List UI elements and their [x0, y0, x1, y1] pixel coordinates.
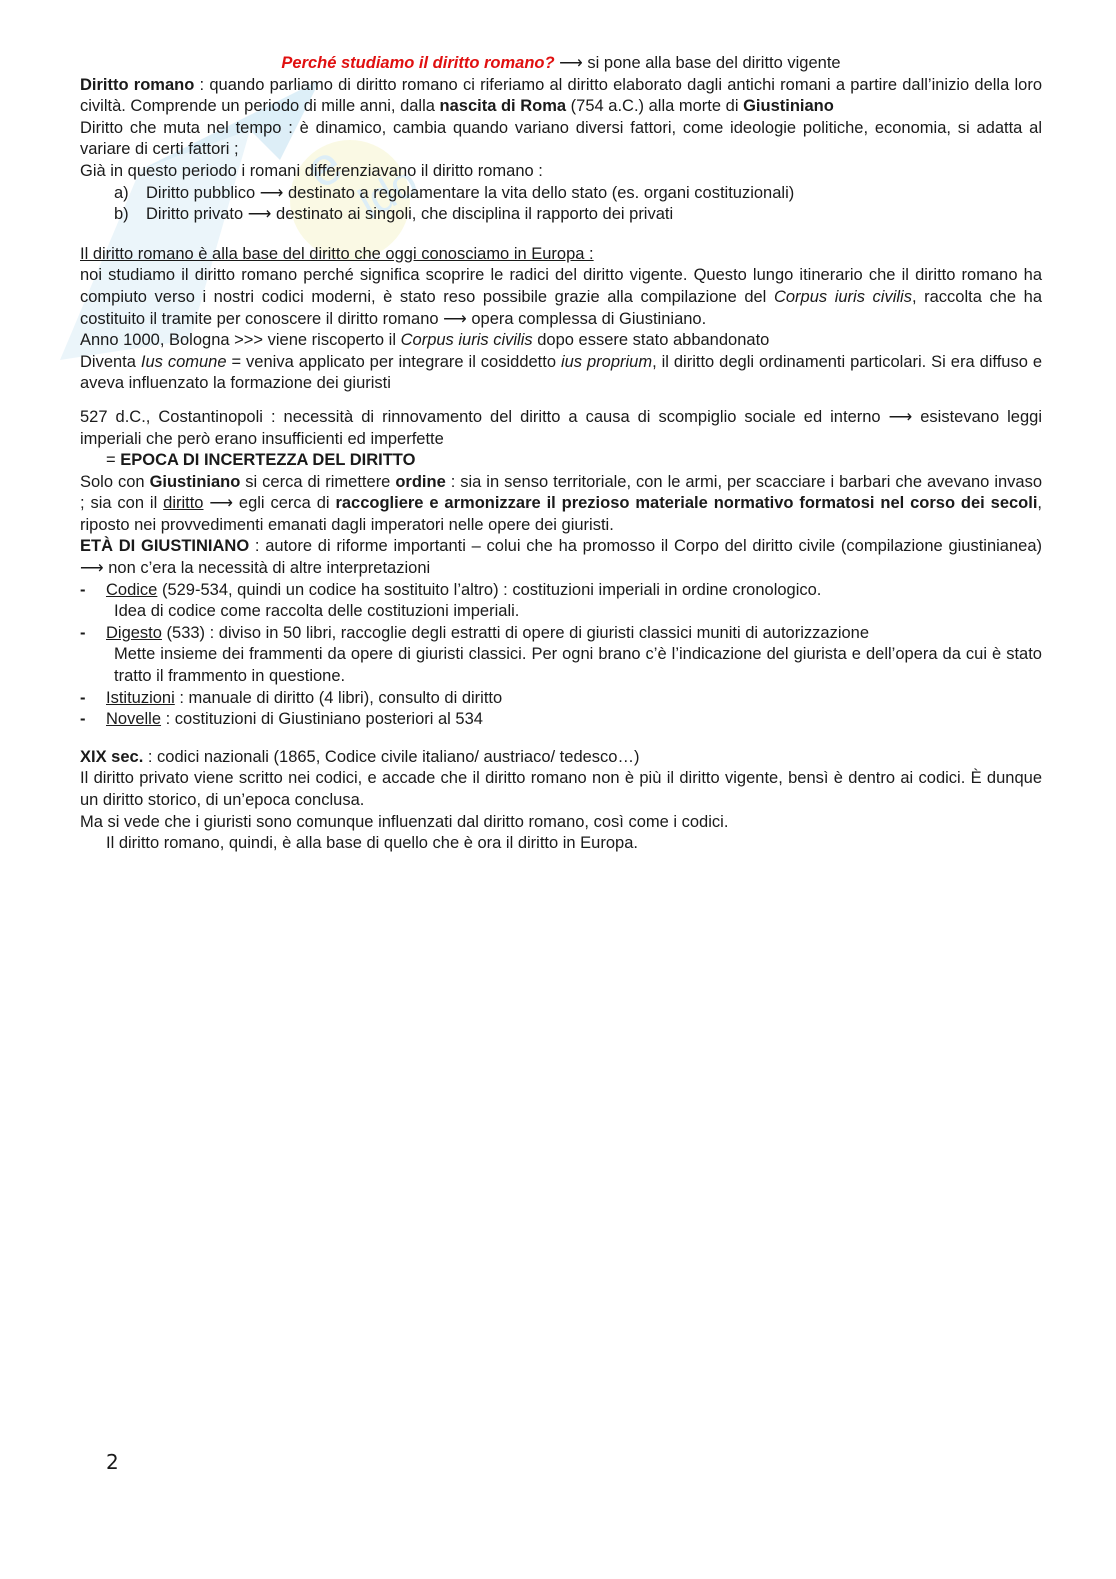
document-heading	[80, 53, 1042, 75]
ius-comune-paragraph	[80, 352, 1042, 395]
giustiniano-paragraph	[80, 472, 1042, 537]
xix-paragraph	[80, 747, 1042, 769]
xix-text: : codici nazionali (1865, Codice civile italiano/ austriaco/ tedesco…)	[143, 747, 640, 766]
codice-term: Codice	[106, 580, 158, 599]
istituzioni-term: Istituzioni	[106, 688, 175, 707]
digesto-text: (533) : diviso in 50 libri, raccoglie degli estratti di opere di giuristi classici muniti di autorizzazione	[161, 623, 870, 642]
codici-paragraph: Il diritto privato viene scritto nei codici, e accade che il diritto romano non è più il diritto vigente, bensì è dentro ai codici. È dunque un diritto storico, di un’epoca conclusa.	[80, 769, 1042, 809]
intro-text-1: : quando parliamo di diritto romano ci riferiamo al diritto elaborato dagli antichi romani a partire dall’inizio della loro civiltà. Comprende un periodo di mille anni, dalla	[80, 75, 1042, 116]
dash-marker: -	[80, 710, 86, 729]
radici-text-2: , raccolta che ha costituito il tramite per conoscere il diritto romano ⟶ opera complessa di Giustiniano.	[80, 287, 1042, 328]
giust-text-5: , riposto nei provvedimenti emanati dagli imperatori nelle opere dei giuristi.	[80, 494, 1043, 534]
differenziavano-paragraph: Già in questo periodo i romani differenziavano il diritto romano :	[80, 161, 543, 180]
term-diritto-romano: Diritto romano	[80, 75, 195, 94]
codice-note: Idea di codice come raccolta delle costituzioni imperiali.	[114, 602, 520, 621]
ius-text-3: , il diritto degli ordinamenti particolari. Si era diffuso e aveva influenzato la formazione dei giuristi	[80, 352, 1042, 393]
bologna-paragraph	[80, 330, 1042, 352]
corpus-iuris-term: Corpus iuris civilis	[773, 287, 912, 306]
ordine-term: ordine	[395, 472, 446, 491]
dash-marker: -	[80, 688, 86, 707]
eta-text: : autore di riforme importanti – colui che ha promosso il Corpo del diritto civile (compilazione giustinianea) ⟶ non c’era la necessità di altre interpretazioni	[80, 537, 1043, 578]
giust-text-4: ⟶ egli cerca di	[203, 494, 336, 513]
list-item-codice	[80, 580, 1042, 602]
giust-text-1: Solo con	[80, 472, 150, 491]
codice-text: (529-534, quindi un codice ha sostituito l’altro) : costituzioni imperiali in ordine cronologico.	[157, 580, 822, 599]
document-subtitle: ⟶ si pone alla base del diritto vigente	[554, 54, 841, 72]
bologna-text-2: dopo essere stato abbandonato	[532, 331, 770, 350]
conclusion-paragraph: Il diritto romano, quindi, è alla base di quello che è ora il diritto in Europa.	[106, 834, 638, 853]
nascita-roma: nascita di Roma	[439, 97, 567, 116]
digesto-term: Digesto	[106, 623, 162, 642]
list-marker: a)	[114, 183, 129, 202]
document-title: Perché studiamo il diritto romano?	[281, 54, 555, 72]
svg-text:ldo: ldo	[350, 156, 426, 229]
list-item	[80, 204, 1042, 226]
istituzioni-text: : manuale di diritto (4 libri), consulto di diritto	[174, 688, 503, 707]
giustiniano-term: Giustiniano	[743, 97, 834, 116]
radici-paragraph	[80, 265, 1042, 330]
xix-term: XIX sec.	[80, 747, 144, 766]
novelle-text: : costituzioni di Giustiniano posteriori al 534	[161, 710, 483, 729]
intro-paragraph	[80, 75, 1042, 118]
ius-comune-term: Ius comune	[140, 352, 227, 371]
giust-text-3: : sia in senso territoriale, con le armi, per scacciare i barbari che avevano invaso ; sia con il	[80, 472, 1043, 513]
section-heading-europa: Il diritto romano è alla base del diritto che oggi conosciamo in Europa :	[80, 244, 594, 263]
giustiniano-term: Giustiniano	[149, 472, 241, 491]
list-text: Diritto privato ⟶ destinato ai singoli, che disciplina il rapporto dei privati	[146, 205, 674, 224]
epoca-line	[80, 450, 1042, 472]
list-marker: b)	[114, 205, 129, 224]
list-item-novelle	[80, 709, 1042, 731]
eta-paragraph	[80, 536, 1042, 579]
eta-title: ETÀ DI GIUSTINIANO	[80, 537, 250, 556]
bologna-text-1: Anno 1000, Bologna >>> viene riscoperto il	[80, 331, 401, 350]
list-item	[80, 183, 1042, 205]
corpus-iuris-term: Corpus iuris civilis	[400, 331, 533, 350]
page-number: 2	[106, 1450, 119, 1474]
digesto-note: Mette insieme dei frammenti da opere di giuristi classici. Per ogni brano c’è l’indicazione del giurista e dell’opera da cui è stato tratto il frammento in questione.	[114, 645, 1042, 686]
dynamic-paragraph: Diritto che muta nel tempo : è dinamico, cambia quando variano diversi fattori, come ideologie politiche, economia, si adatta al variare di certi fattori ;	[80, 118, 1042, 159]
list-item-istituzioni	[80, 688, 1042, 710]
intro-text-2: (754 a.C.) alla morte di	[566, 97, 744, 116]
svg-text:e: e	[296, 133, 353, 201]
giuristi-paragraph: Ma si vede che i giuristi sono comunque influenzati dal diritto romano, così come i codici.	[80, 812, 729, 831]
ius-proprium-term: ius proprium	[560, 352, 653, 371]
dash-marker: -	[80, 580, 86, 599]
giust-text-2: si cerca di rimettere	[240, 472, 396, 491]
epoca-title: EPOCA DI INCERTEZZA DEL DIRITTO	[120, 451, 416, 470]
list-item-digesto	[80, 623, 1042, 645]
epoca-prefix: =	[106, 451, 121, 470]
radici-text-1: noi studiamo il diritto romano perché significa scoprire le radici del diritto vigente. Questo lungo itinerario che il diritto romano ha compiuto verso i nostri codici moderni, è stato reso possibile grazie alla compilazione del	[80, 266, 1042, 306]
document-page	[80, 53, 1042, 855]
raccogliere-term: raccogliere e armonizzare il prezioso materiale normativo formatosi nel corso dei secoli	[335, 494, 1038, 513]
costantinopoli-paragraph: 527 d.C., Costantinopoli : necessità di rinnovamento del diritto a causa di scompiglio sociale ed interno ⟶ esistevano leggi imperiali che però erano insufficienti ed imperfette	[80, 407, 1042, 448]
ius-text-2: = veniva applicato per integrare il cosiddetto	[226, 352, 561, 371]
ius-text-1: Diventa	[80, 352, 141, 371]
novelle-term: Novelle	[106, 710, 162, 729]
dash-marker: -	[80, 623, 86, 642]
diritto-term: diritto	[163, 494, 204, 513]
list-text: Diritto pubblico ⟶ destinato a regolamentare la vita dello stato (es. organi costituzionali)	[146, 183, 795, 202]
